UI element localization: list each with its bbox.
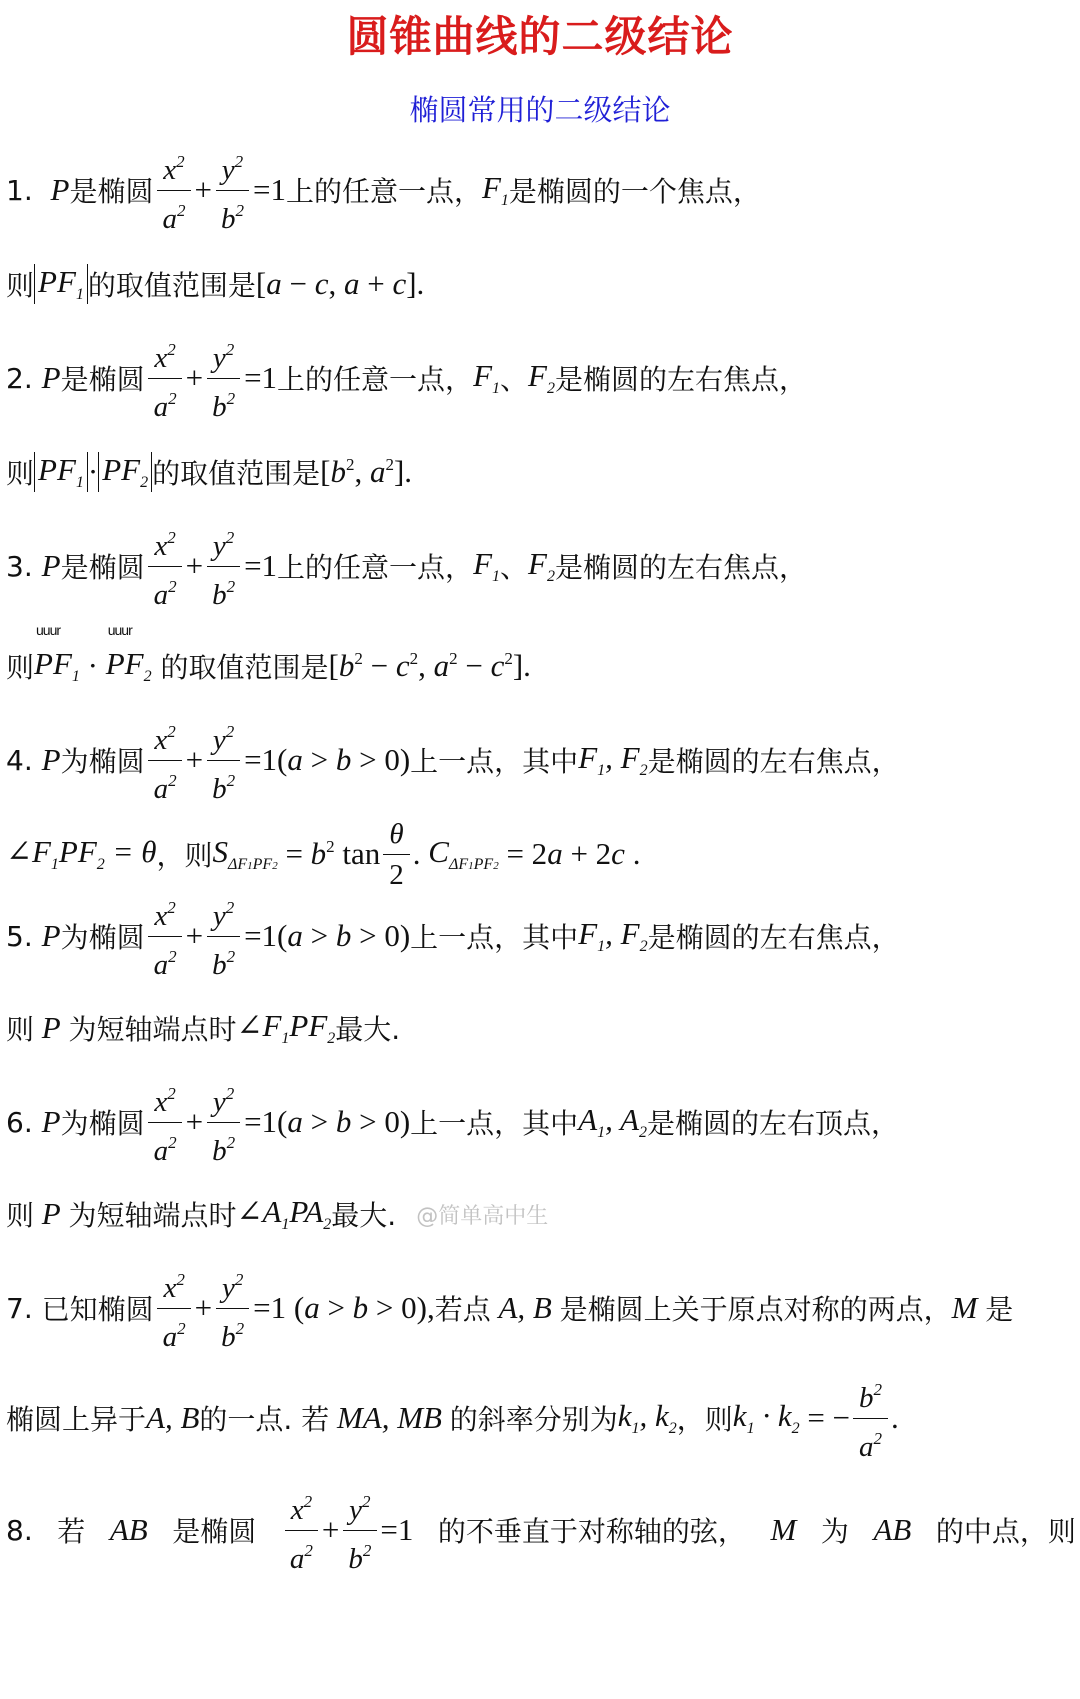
text-segment: 为椭圆 xyxy=(60,921,145,954)
item-1-line-2: 则 $PF_1$ 的取值范围是 [a − c, a + c]. xyxy=(6,264,425,303)
text-segment: ，则 xyxy=(156,839,213,872)
item-number: 3. xyxy=(6,549,33,583)
text-segment: 的不垂直于对称轴的弦， xyxy=(437,1515,746,1548)
fraction: $\frac{y^2}{b^2}$ xyxy=(206,330,241,427)
text-segment: 为短轴端点时 xyxy=(68,1013,237,1046)
item-4-line-2: $\angle F_1PF_2 = \theta$ ，则 $S_{\Delta F1PF2}$ = $b^2$ tan $\frac{\theta}{2}$ . $C_{\Delta F1PF2}$ = 2a + 2c . xyxy=(6,806,1076,902)
text-segment: 则 xyxy=(6,1199,35,1232)
vector-pf1: uuur $PF_1$ xyxy=(34,646,80,686)
fraction: $\frac{x^2}{a^2}$ xyxy=(148,330,183,427)
text-segment: 最大. xyxy=(335,1013,401,1046)
item-7-line-1: 7. 已知椭圆 $\frac{x^2}{a^2}$ + $\frac{y^2}{b^2}$ =1 (a > b > 0), 若点 A, B 是椭圆上关于原点对称的两点， M 是 xyxy=(6,1260,1076,1356)
item-number: 4. xyxy=(6,743,33,777)
text-segment: 为 xyxy=(820,1515,849,1548)
fraction: $\frac{y^2}{b^2}$ xyxy=(206,1074,241,1171)
text-segment: 的中点，则 xyxy=(935,1515,1076,1548)
fraction: $\frac{x^2}{a^2}$ xyxy=(284,1482,319,1579)
item-1-line-1: 1. P 是椭圆 $\frac{x^2}{a^2}$ + $\frac{y^2}{b^2}$ =1 上的任意一点， $F_1$ 是椭圆的一个焦点， xyxy=(6,142,1076,238)
text-segment: 是椭圆的左右焦点， xyxy=(554,363,807,396)
item-8-line-1: 8. 若 AB 是椭圆 $\frac{x^2}{a^2}$ + $\frac{y^2}{b^2}$ =1 的不垂直于对称轴的弦， M 为 AB 的中点，则 xyxy=(6,1482,1076,1578)
page-title: 圆锥曲线的二级结论 xyxy=(346,12,734,61)
vector-pf2: uuur $PF_2$ xyxy=(106,646,152,686)
watermark: @简单高中生 xyxy=(416,1203,549,1229)
text-segment: 椭圆上异于 xyxy=(6,1403,147,1436)
item-number: 2. xyxy=(6,361,33,395)
text-segment: 则 xyxy=(6,269,35,302)
text-segment: 上一点，其中 xyxy=(410,921,579,954)
fraction: $\frac{x^2}{a^2}$ xyxy=(157,1260,192,1357)
fraction: $\frac{y^2}{b^2}$ xyxy=(342,1482,377,1579)
item-number: 6. xyxy=(6,1105,33,1139)
text-segment: 为短轴端点时 xyxy=(68,1199,237,1232)
text-segment: 是椭圆的一个焦点， xyxy=(508,175,761,208)
text-segment: 上的任意一点， xyxy=(277,363,474,396)
item-number: 7. xyxy=(6,1291,33,1325)
text-segment: 、 xyxy=(500,363,529,396)
text-segment: 若点 xyxy=(434,1293,491,1326)
fraction: $\frac{x^2}{a^2}$ xyxy=(148,518,183,615)
text-segment: 是椭圆上关于原点对称的两点， xyxy=(559,1293,952,1326)
text-segment: 最大. xyxy=(331,1199,397,1232)
text-segment: 是 xyxy=(985,1293,1014,1326)
item-3-line-1: 3. P 是椭圆 $\frac{x^2}{a^2}$ + $\frac{y^2}{b^2}$ =1 上的任意一点， $F_1$ 、 $F_2$ 是椭圆的左右焦点， xyxy=(6,518,1076,614)
text-segment: 是椭圆的左右焦点， xyxy=(554,551,807,584)
text-segment: 是椭圆的左右顶点， xyxy=(647,1107,900,1140)
text-segment: 已知椭圆 xyxy=(41,1293,154,1326)
text-segment: 则 xyxy=(6,457,35,490)
text-segment: 上的任意一点， xyxy=(277,551,474,584)
item-6-line-1: 6. P 为椭圆 $\frac{x^2}{a^2}$ + $\frac{y^2}{b^2}$ =1(a > b > 0) 上一点，其中 $A_1$, $A_2$ 是椭圆的左右顶点， xyxy=(6,1074,1076,1170)
text-segment: 为椭圆 xyxy=(60,745,145,778)
fraction: $\frac{x^2}{a^2}$ xyxy=(148,712,183,809)
text-segment: 则 xyxy=(6,1013,35,1046)
fraction: $\frac{y^2}{b^2}$ xyxy=(206,712,241,809)
item-number: 5. xyxy=(6,919,33,953)
fraction: $\frac{y^2}{b^2}$ xyxy=(206,888,241,985)
text-segment: 上的任意一点， xyxy=(285,175,482,208)
item-5-line-2: 则 P 为短轴端点时 $\angle F_1PF_2$ 最大. xyxy=(6,1008,401,1047)
text-segment: 是椭圆的左右焦点， xyxy=(647,745,900,778)
fraction: $\frac{x^2}{a^2}$ xyxy=(148,1074,183,1171)
text-segment: 、 xyxy=(500,551,529,584)
item-4-line-1: 4. P 为椭圆 $\frac{x^2}{a^2}$ + $\frac{y^2}{b^2}$ =1(a > b > 0) 上一点，其中 $F_1$, $F_2$ 是椭圆的左右焦点， xyxy=(6,712,1076,808)
text-segment: 的斜率分别为 xyxy=(449,1403,618,1436)
text-segment: ，则 xyxy=(676,1403,733,1436)
fraction: $\frac{y^2}{b^2}$ xyxy=(215,1260,250,1357)
text-segment: 是椭圆 xyxy=(172,1515,257,1548)
item-number: 8. xyxy=(6,1513,33,1547)
item-number: 1. xyxy=(6,173,33,207)
text-segment: 是椭圆 xyxy=(60,551,145,584)
text-segment: 的取值范围是 xyxy=(152,457,321,490)
fraction: $\frac{y^2}{b^2}$ xyxy=(215,142,250,239)
item-3-line-2: 则 uuur $PF_1$ · uuur $PF_2$ 的取值范围是 [$b^2 - c^2$, $a^2 - c^2$]. xyxy=(6,618,1076,714)
fraction: $\frac{\theta}{2}$ xyxy=(383,814,410,895)
item-5-line-1: 5. P 为椭圆 $\frac{x^2}{a^2}$ + $\frac{y^2}{b^2}$ =1(a > b > 0) 上一点，其中 $F_1$, $F_2$ 是椭圆的左右焦点， xyxy=(6,888,1076,984)
fraction: $\frac{b^2}{a^2}$ xyxy=(853,1370,888,1467)
item-2-line-1: 2. P 是椭圆 $\frac{x^2}{a^2}$ + $\frac{y^2}{b^2}$ =1 上的任意一点， $F_1$ 、 $F_2$ 是椭圆的左右焦点， xyxy=(6,330,1076,426)
text-segment: 的取值范围是 xyxy=(160,651,329,684)
fraction: $\frac{x^2}{a^2}$ xyxy=(148,888,183,985)
section-subtitle: 椭圆常用的二级结论 xyxy=(409,93,671,127)
item-2-line-2: 则 $PF_1$ · $PF_2$ 的取值范围是 [$b^2$, $a^2$]. xyxy=(6,452,413,491)
item-7-line-2: 椭圆上异于 A, B 的一点. 若 MA, MB 的斜率分别为 $k_1$, $k_2$ ，则 $k_1 \cdot k_2$ = − $\frac{b^2}{a^2}$ . xyxy=(6,1370,1076,1466)
item-6-line-2: 则 P 为短轴端点时 $\angle A_1PA_2$ 最大. @简单高中生 xyxy=(6,1194,549,1233)
text-segment: 的取值范围是 xyxy=(87,269,256,302)
fraction: $\frac{y^2}{b^2}$ xyxy=(206,518,241,615)
text-segment: 是椭圆 xyxy=(69,175,154,208)
text-segment: 则 xyxy=(6,651,35,684)
ellipse-equation: $\frac{x^2}{a^2}$ + $\frac{y^2}{b^2}$ =1 xyxy=(281,1482,413,1579)
text-segment: 的一点. 若 xyxy=(199,1403,330,1436)
text-segment: 为椭圆 xyxy=(60,1107,145,1140)
text-segment: 上一点，其中 xyxy=(410,1107,579,1140)
text-segment: 是椭圆的左右焦点， xyxy=(647,921,900,954)
fraction: $\frac{x^2}{a^2}$ xyxy=(156,142,191,239)
text-segment: 上一点，其中 xyxy=(410,745,579,778)
text-segment: 是椭圆 xyxy=(60,363,145,396)
math-p: P xyxy=(50,172,70,207)
text-segment: 若 xyxy=(57,1515,86,1548)
